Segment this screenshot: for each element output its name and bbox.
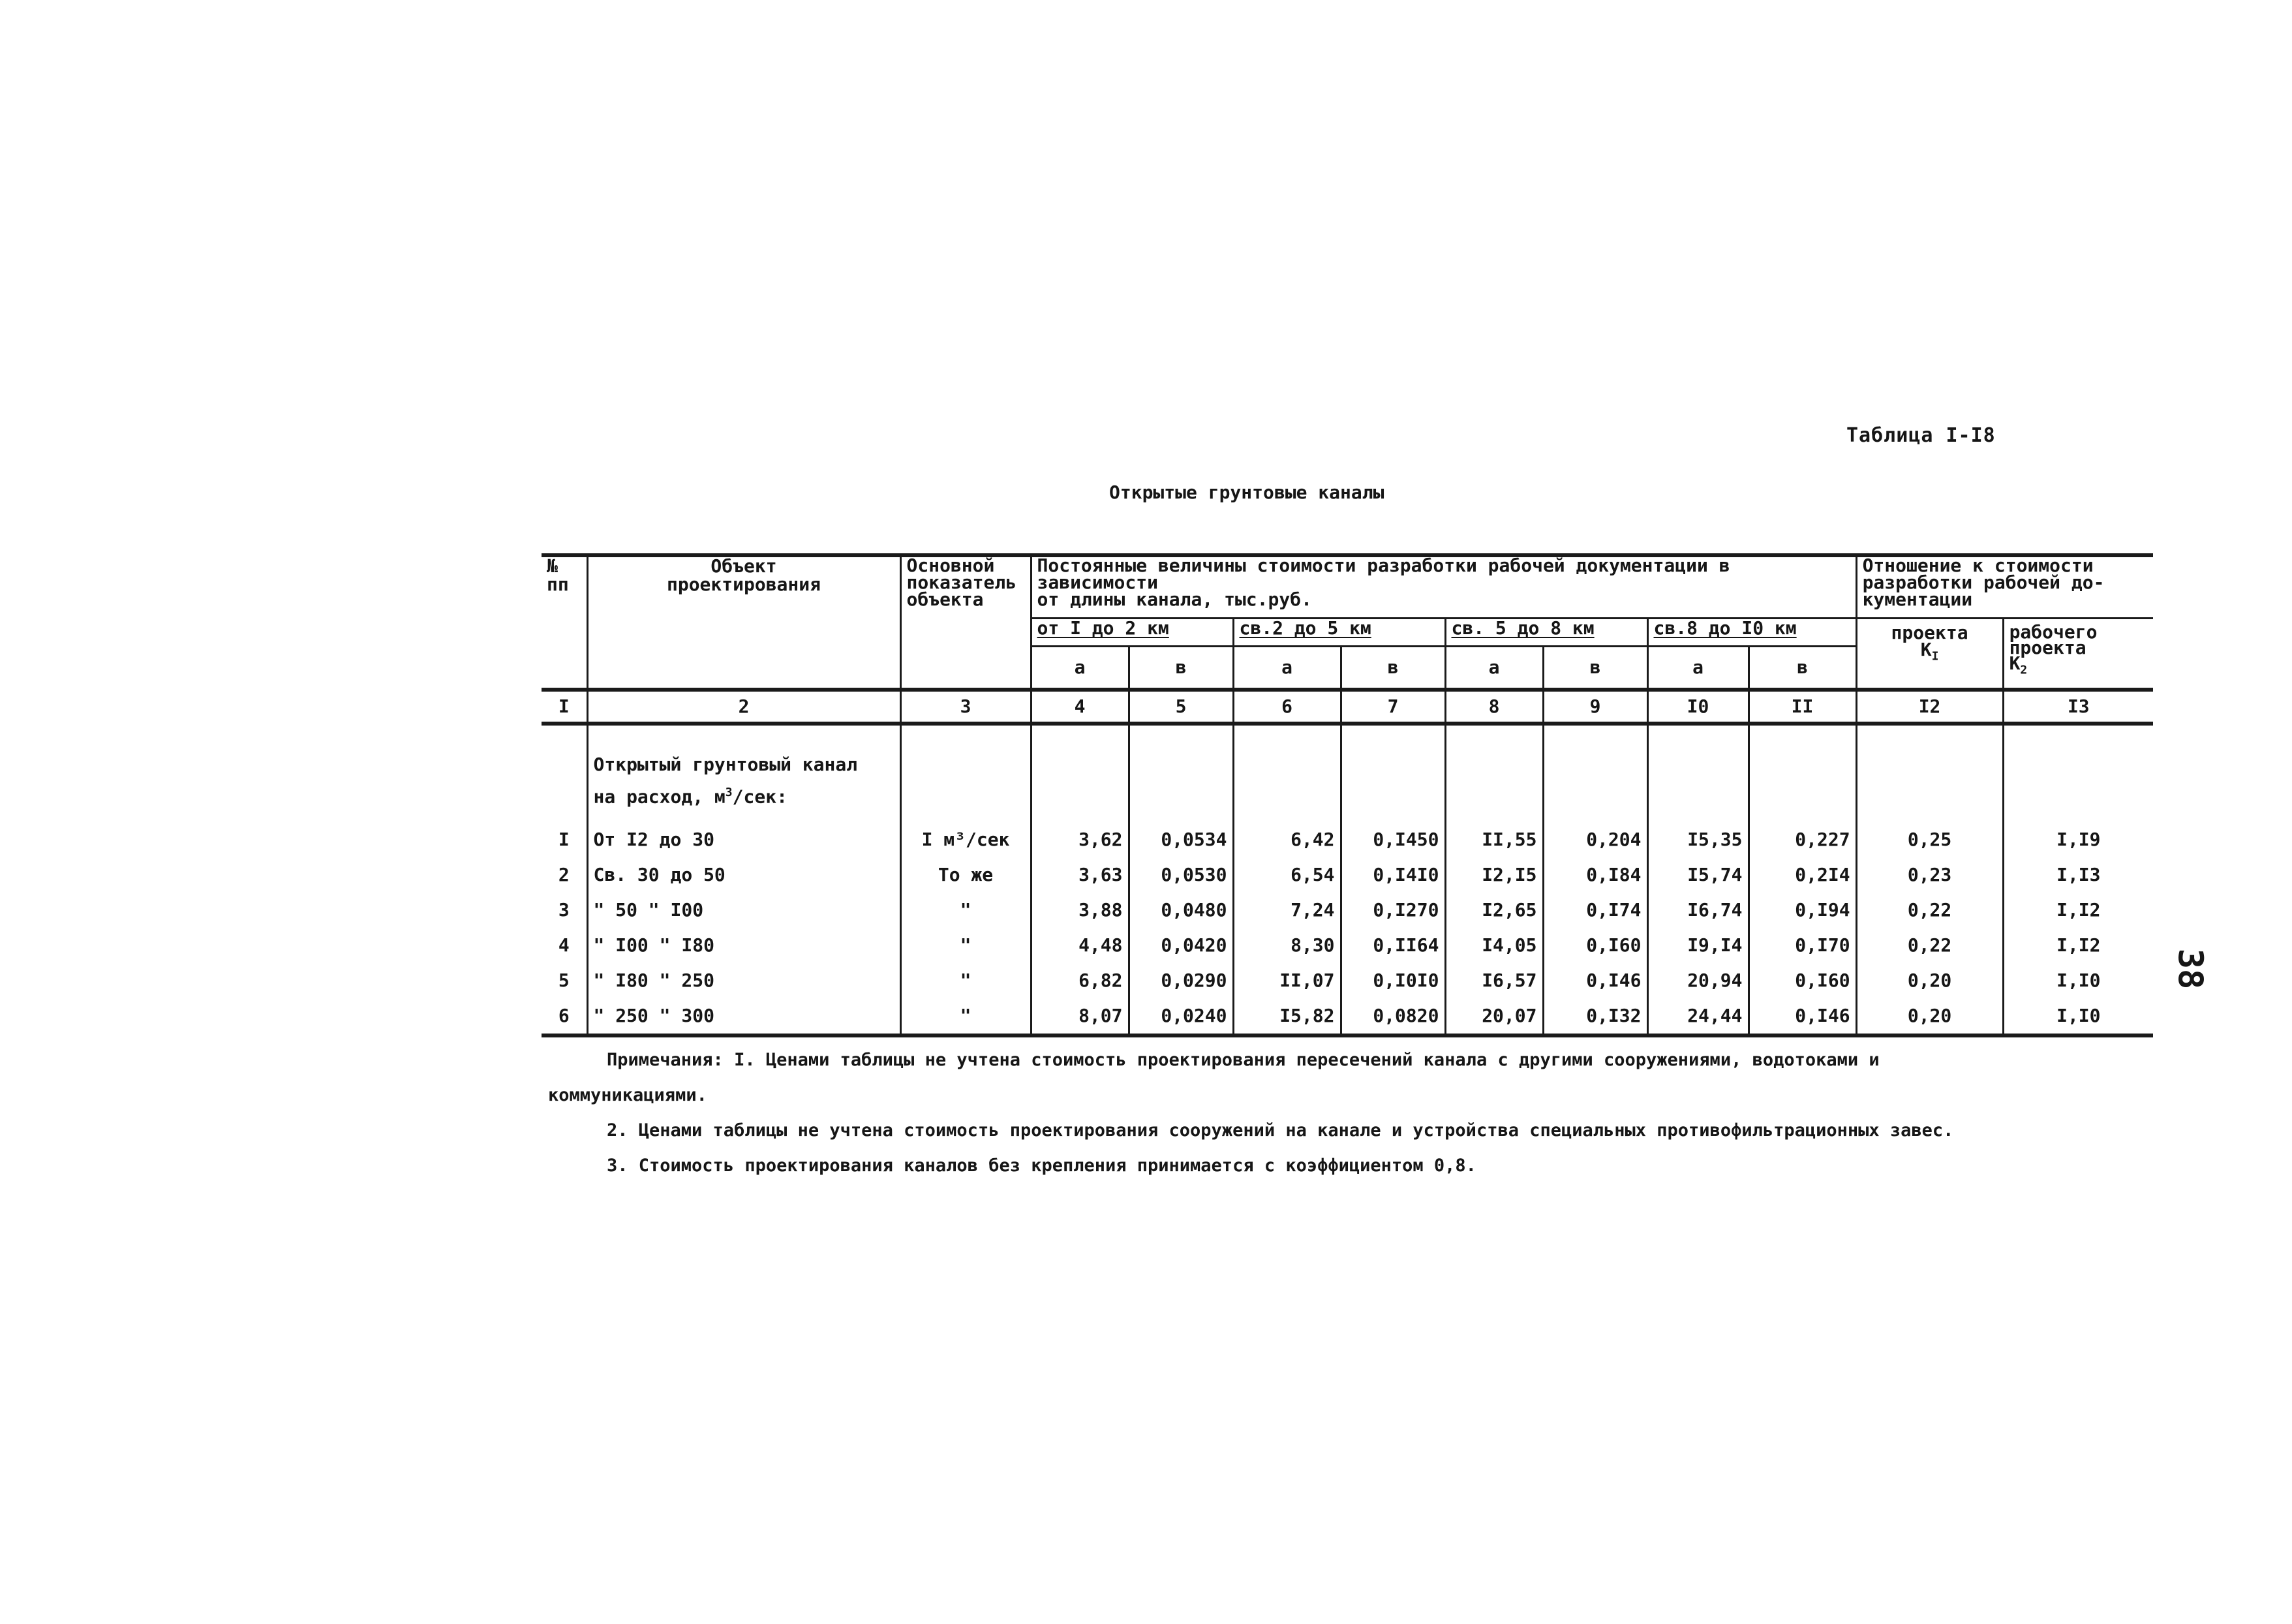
row-value-col-10: I5,35 <box>1647 822 1749 857</box>
row-value-col-8: 20,07 <box>1445 998 1543 1035</box>
row-indicator: " <box>900 963 1031 998</box>
row-value-col-11: 0,2I4 <box>1749 857 1856 893</box>
header-k1: проекта $K_I$ <box>1856 618 2003 690</box>
row-value-col-12: 0,22 <box>1856 928 2003 963</box>
row-value-col-8: I2,65 <box>1445 893 1543 928</box>
row-indicator: I м³/сек <box>900 822 1031 857</box>
colnum-8: 8 <box>1445 690 1543 724</box>
header-object: Объект проектирования <box>587 555 900 690</box>
colnum-10: I0 <box>1647 690 1749 724</box>
header-v-2: в <box>1341 646 1445 690</box>
note-1: Примечания: I. Ценами таблицы не учтена стоимость проектирования пересечений канала с другими сооружениями, водотоками и <box>607 1050 1880 1070</box>
row-value-col-11: 0,I46 <box>1749 998 1856 1035</box>
row-value-col-6: 7,24 <box>1233 893 1341 928</box>
colnum-11: II <box>1749 690 1856 724</box>
colnum-2: 2 <box>587 690 900 724</box>
header-v-1: в <box>1129 646 1233 690</box>
table-title: Открытые грунтовые каналы <box>1109 482 1384 503</box>
row-value-col-8: I4,05 <box>1445 928 1543 963</box>
row-value-col-10: I5,74 <box>1647 857 1749 893</box>
row-value-col-10: 20,94 <box>1647 963 1749 998</box>
section-label-line1: Открытый грунтовый канал <box>587 741 900 774</box>
row-value-col-5: 0,0530 <box>1129 857 1233 893</box>
row-value-col-13: I,I0 <box>2003 998 2153 1035</box>
colnum-7: 7 <box>1341 690 1445 724</box>
table-row <box>542 822 2153 857</box>
row-value-col-5: 0,0480 <box>1129 893 1233 928</box>
row-indicator: " <box>900 893 1031 928</box>
header-k2: рабочего проекта $K_2$ <box>2003 618 2153 690</box>
colnum-9: 9 <box>1543 690 1647 724</box>
row-number: 6 <box>542 998 587 1035</box>
colnum-13: I3 <box>2003 690 2153 724</box>
row-value-col-4: 8,07 <box>1031 998 1129 1035</box>
note-1-cont: коммуникациями. <box>548 1085 707 1105</box>
row-value-col-5: 0,0240 <box>1129 998 1233 1035</box>
row-value-col-13: I,I2 <box>2003 928 2153 963</box>
row-value-col-6: II,07 <box>1233 963 1341 998</box>
table-row <box>542 963 2153 998</box>
note-3: 3. Стоимость проектирования каналов без крепления принимается с коэффициентом 0,8. <box>607 1156 1476 1176</box>
row-object: " 50 " I00 <box>587 893 900 928</box>
row-value-col-7: 0,I0I0 <box>1341 963 1445 998</box>
row-value-col-9: 0,I74 <box>1543 893 1647 928</box>
row-value-col-6: I5,82 <box>1233 998 1341 1035</box>
row-value-col-8: II,55 <box>1445 822 1543 857</box>
header-num: № пп <box>542 555 587 690</box>
note-2: 2. Ценами таблицы не учтена стоимость проектирования сооружений на канале и устройства специальных противофильтрационных завес. <box>607 1120 1954 1141</box>
row-value-col-7: 0,I4I0 <box>1341 857 1445 893</box>
notes <box>548 1043 2127 1184</box>
row-value-col-6: 6,54 <box>1233 857 1341 893</box>
row-value-col-10: 24,44 <box>1647 998 1749 1035</box>
header-range-4: св.8 до I0 км <box>1647 618 1856 646</box>
header-indicator: Основной показатель объекта <box>900 555 1031 690</box>
row-value-col-11: 0,I94 <box>1749 893 1856 928</box>
colnum-6: 6 <box>1233 690 1341 724</box>
row-value-col-9: 0,204 <box>1543 822 1647 857</box>
row-number: 3 <box>542 893 587 928</box>
row-indicator: " <box>900 928 1031 963</box>
header-ratio: Отношение к стоимости разработки рабочей до- кументации <box>1856 555 2153 618</box>
table-row <box>542 857 2153 893</box>
row-number: 5 <box>542 963 587 998</box>
row-value-col-7: 0,II64 <box>1341 928 1445 963</box>
row-value-col-9: 0,I46 <box>1543 963 1647 998</box>
row-indicator: " <box>900 998 1031 1035</box>
row-number: 4 <box>542 928 587 963</box>
row-value-col-4: 6,82 <box>1031 963 1129 998</box>
row-value-col-10: I6,74 <box>1647 893 1749 928</box>
row-value-col-5: 0,0534 <box>1129 822 1233 857</box>
header-range-1: от I до 2 км <box>1031 618 1233 646</box>
row-value-col-13: I,I9 <box>2003 822 2153 857</box>
row-value-col-9: 0,I60 <box>1543 928 1647 963</box>
row-value-col-9: 0,I84 <box>1543 857 1647 893</box>
row-number: 2 <box>542 857 587 893</box>
row-object: Св. 30 до 50 <box>587 857 900 893</box>
row-value-col-12: 0,23 <box>1856 857 2003 893</box>
table-row <box>542 998 2153 1035</box>
table-row <box>542 893 2153 928</box>
header-a-3: а <box>1445 646 1543 690</box>
header-v-4: в <box>1749 646 1856 690</box>
table-row <box>542 928 2153 963</box>
row-value-col-4: 3,63 <box>1031 857 1129 893</box>
page-number: 38 <box>2170 948 2210 990</box>
row-value-col-9: 0,I32 <box>1543 998 1647 1035</box>
header-range-2: св.2 до 5 км <box>1233 618 1445 646</box>
row-value-col-4: 3,62 <box>1031 822 1129 857</box>
row-number: I <box>542 822 587 857</box>
section-label-line2: на расход, $м^3$/сек: <box>587 774 900 806</box>
colnum-12: I2 <box>1856 690 2003 724</box>
header-range-3: св. 5 до 8 км <box>1445 618 1647 646</box>
row-object: От I2 до 30 <box>587 822 900 857</box>
header-v-3: в <box>1543 646 1647 690</box>
row-value-col-11: 0,227 <box>1749 822 1856 857</box>
colnum-4: 4 <box>1031 690 1129 724</box>
row-value-col-5: 0,0420 <box>1129 928 1233 963</box>
row-value-col-4: 4,48 <box>1031 928 1129 963</box>
row-value-col-11: 0,I60 <box>1749 963 1856 998</box>
row-value-col-13: I,I3 <box>2003 857 2153 893</box>
header-a-1: а <box>1031 646 1129 690</box>
row-value-col-11: 0,I70 <box>1749 928 1856 963</box>
row-value-col-6: 8,30 <box>1233 928 1341 963</box>
row-value-col-7: 0,0820 <box>1341 998 1445 1035</box>
row-value-col-12: 0,20 <box>1856 963 2003 998</box>
cost-table <box>542 553 2153 1037</box>
row-value-col-7: 0,I270 <box>1341 893 1445 928</box>
row-value-col-8: I2,I5 <box>1445 857 1543 893</box>
row-value-col-5: 0,0290 <box>1129 963 1233 998</box>
row-value-col-13: I,I2 <box>2003 893 2153 928</box>
row-object: " 250 " 300 <box>587 998 900 1035</box>
row-object: " I00 " I80 <box>587 928 900 963</box>
row-value-col-6: 6,42 <box>1233 822 1341 857</box>
header-a-2: а <box>1233 646 1341 690</box>
row-value-col-7: 0,I450 <box>1341 822 1445 857</box>
row-value-col-8: I6,57 <box>1445 963 1543 998</box>
row-value-col-4: 3,88 <box>1031 893 1129 928</box>
row-value-col-12: 0,25 <box>1856 822 2003 857</box>
row-object: " I80 " 250 <box>587 963 900 998</box>
colnum-5: 5 <box>1129 690 1233 724</box>
header-a-4: а <box>1647 646 1749 690</box>
row-indicator: То же <box>900 857 1031 893</box>
row-value-col-12: 0,22 <box>1856 893 2003 928</box>
row-value-col-10: I9,I4 <box>1647 928 1749 963</box>
header-constants: Постоянные величины стоимости разработки рабочей документации в зависимости от длины канала, тыс.руб. <box>1031 555 1856 618</box>
row-value-col-12: 0,20 <box>1856 998 2003 1035</box>
row-value-col-13: I,I0 <box>2003 963 2153 998</box>
table-label: Таблица I-I8 <box>1846 424 1996 447</box>
colnum-3: 3 <box>900 690 1031 724</box>
colnum-1: I <box>542 690 587 724</box>
